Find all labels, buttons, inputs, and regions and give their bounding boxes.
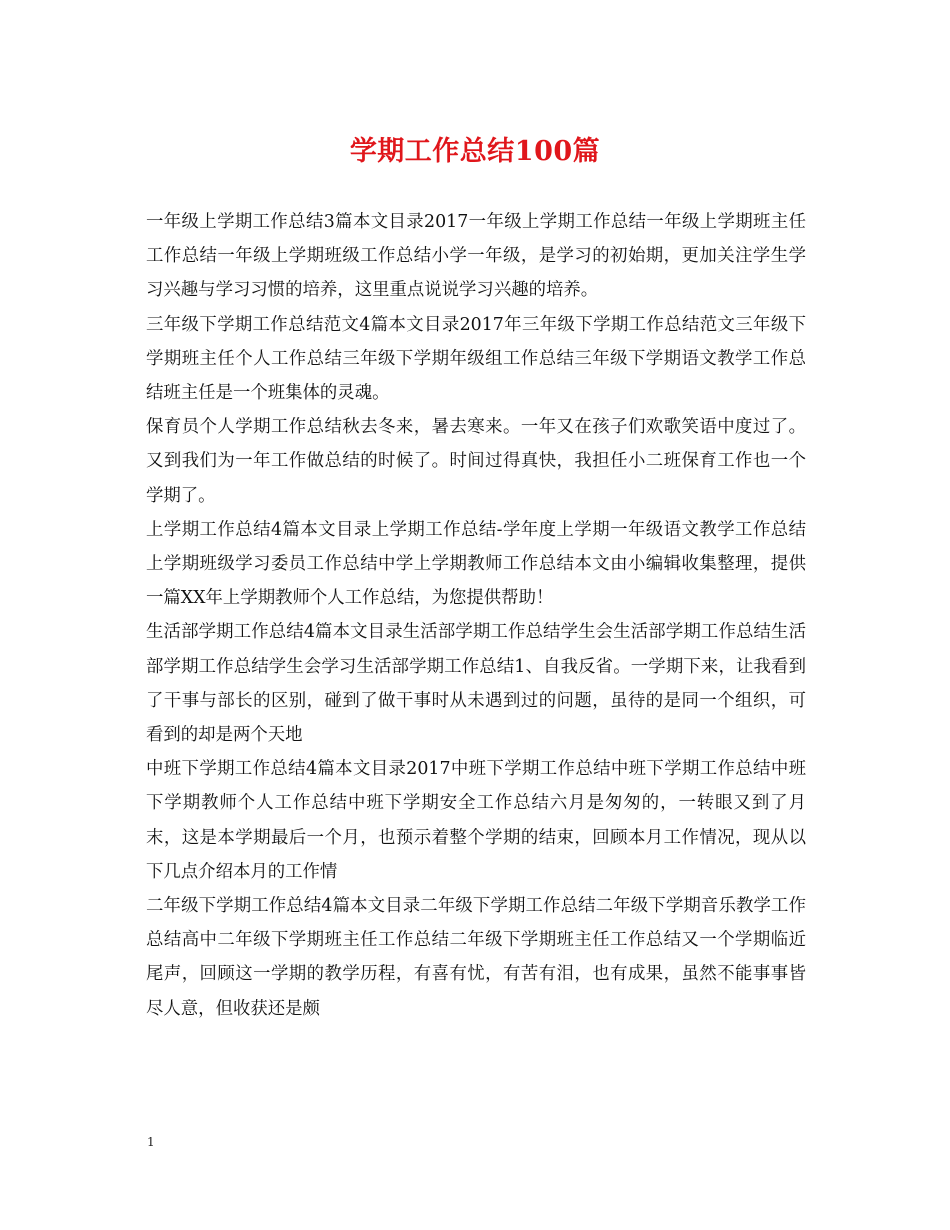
paragraph-6: 中班下学期工作总结4篇本文目录2017中班下学期工作总结中班下学期工作总结中班下学期教师个人工作总结中班下学期安全工作总结六月是匆匆的，一转眼又到了月末，这是本学期最后一个月，也预示着整个学期的结束，回顾本月工作情况，现从以下几点介绍本月的工作情 (146, 759, 806, 882)
paragraph-4: 上学期工作总结4篇本文目录上学期工作总结-学年度上学期一年级语文教学工作总结上学期班级学习委员工作总结中学上学期教师工作总结本文由小编辑收集整理，提供一篇XX年上学期教师个人工作总结，为您提供帮助！ (146, 519, 806, 609)
page-number: 1 (147, 1135, 155, 1149)
paragraph-2: 三年级下学期工作总结范文4篇本文目录2017年三年级下学期工作总结范文三年级下学期班主任个人工作总结三年级下学期年级组工作总结三年级下学期语文教学工作总结班主任是一个班集体的灵魂。 (146, 314, 806, 404)
document-body (146, 205, 806, 1026)
paragraph-1: 一年级上学期工作总结3篇本文目录2017一年级上学期工作总结一年级上学期班主任工作总结一年级上学期班级工作总结小学一年级，是学习的初始期，更加关注学生学习兴趣与学习习惯的培养，这里重点说说学习兴趣的培养。 (146, 212, 806, 301)
paragraph-5: 生活部学期工作总结4篇本文目录生活部学期工作总结学生会生活部学期工作总结生活部学期工作总结学生会学习生活部学期工作总结1、自我反省。一学期下来，让我看到了干事与部长的区别，碰到了做干事时从未遇到过的问题，虽待的是同一个组织，可看到的却是两个天地 (146, 622, 806, 746)
paragraph-3: 保育员个人学期工作总结秋去冬来，暑去寒来。一年又在孩子们欢歌笑语中度过了。又到我们为一年工作做总结的时候了。时间过得真快，我担任小二班保育工作也一个学期了。 (146, 417, 806, 506)
document-title: 学期工作总结100篇 (349, 136, 601, 167)
paragraph-7: 二年级下学期工作总结4篇本文目录二年级下学期工作总结二年级下学期音乐教学工作总结高中二年级下学期班主任工作总结二年级下学期班主任工作总结又一个学期临近尾声，回顾这一学期的教学历程，有喜有忧，有苦有泪，也有成果，虽然不能事事皆尽人意，但收获还是颇 (146, 896, 806, 1019)
